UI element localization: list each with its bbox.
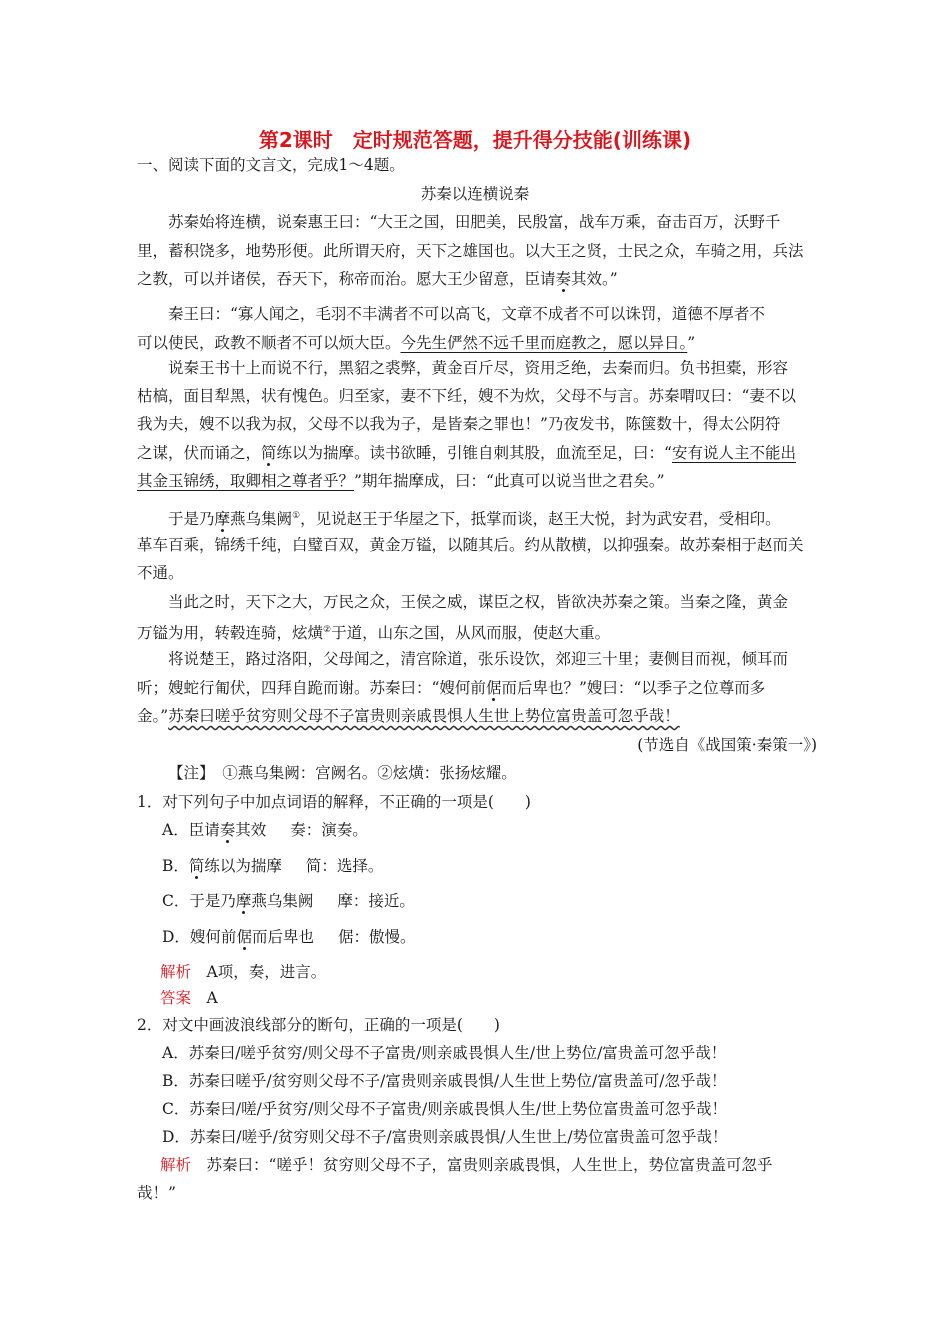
question-2-analysis: 解析 苏秦曰：“嗟乎！贫穷则父母不子，富贵则亲戚畏惧，人生世上，势位富贵盖可忽乎 [160,1156,773,1174]
question-1-stem: 1．对下列句子中加点词语的解释，不正确的一项是( ) [137,793,531,811]
dotted-word: 倨 [485,679,502,697]
footnote: 【注】 ①燕乌集阙：宫阙名。②炫熿：张扬炫耀。 [168,764,517,782]
question-1-option-c: C．于是乃摩燕乌集阙 摩：接近。 [162,892,415,910]
dotted-word: 摩 [214,510,231,529]
passage-line: 将说楚王，路过洛阳，父母闻之，清宫除道，张乐设饮，郊迎三十里；妻侧目而视，倾耳而 [168,650,789,668]
passage-line: 金。”苏秦曰嗟乎贫穷则父母不子富贵则亲戚畏惧人生世上势位富贵盖可忽乎哉！ [137,707,680,725]
question-2-option-c: C．苏秦曰/嗟/乎贫穷/则父母不子富贵/则亲戚畏惧人生/世上势位富贵盖可忽乎哉！ [162,1100,727,1118]
passage-line: 听；嫂蛇行匍伏，四拜自跪而谢。苏秦曰：“嫂何前倨而后卑也？”嫂曰：“以季子之位尊而多 [137,679,766,697]
passage-line: 革车百乘，锦绣千纯，白璧百双，黄金万镒，以随其后。约从散横，以抑强秦。故苏秦相于赵而关 [137,536,804,554]
question-2-stem: 2．对文中画波浪线部分的断句，正确的一项是( ) [137,1016,500,1034]
question-1-option-b: B．简练以为揣摩 简：选择。 [162,857,384,875]
question-1-option-d: D．嫂何前倨而后卑也 倨：傲慢。 [162,928,416,946]
analysis-label: 解析 [160,1156,192,1174]
passage-line: 之谋，伏而诵之，简练以为揣摩。读书欲睡，引锥自刺其股，血流至足，曰：“安有说人主不能出 [137,444,796,462]
passage-line: 其金玉锦绣，取卿相之尊者乎？”期年揣摩成，曰：“此真可以说当世之君矣。” [137,472,665,490]
question-2-option-b: B．苏秦曰嗟乎/贫穷则父母不子/富贵则亲戚畏惧/人生世上势位/富贵盖可/忽乎哉！ [162,1072,727,1090]
section-instruction: 一、阅读下面的文言文，完成1～4题。 [137,156,405,174]
passage-line: 不通。 [137,564,184,582]
passage-line: 我为夫，嫂不以我为叔，父母不以我为子，是皆秦之罪也！”乃夜发书，陈箧数十，得太公阴符 [137,415,781,433]
wavy-underlined-sentence: 苏秦曰嗟乎贫穷则父母不子富贵则亲戚畏惧人生世上势位富贵盖可忽乎哉！ [168,707,680,725]
footnote-marker: ② [323,625,332,635]
passage-line: 当此之时，天下之大，万民之众，王侯之威，谋臣之权，皆欲决苏秦之策。当秦之隆，黄金 [168,593,789,611]
question-1-analysis: 解析 A项，奏，进言。 [160,963,327,981]
passage-line: 之教，可以并诸侯，吞天下，称帝而治。愿大王少留意，臣请奏其效。” [137,270,618,288]
underlined-sentence: 今先生俨然不远千里而庭教之，愿以异日。 [400,334,688,352]
source-citation: (节选自《战国策·秦策一》) [637,736,817,754]
underlined-sentence: 其金玉锦绣，取卿相之尊者乎？ [137,472,355,490]
lesson-title: 第2课时 定时规范答题，提升得分技能(训练课) [258,128,692,152]
footnote-marker: ① [292,511,301,521]
passage-line: 枯槁，面目犁黑，状有愧色。归至家，妻不下纴，嫂不为炊，父母不与言。苏秦喟叹曰：“妻不以 [137,387,796,405]
passage-line: 里，蓄积饶多，地势形便。此所谓天府，天下之雄国也。以大王之贤，士民之众，车骑之用，兵法 [137,242,804,260]
passage-line: 于是乃摩燕乌集阙①，见说赵王于华屋之下，抵掌而谈，赵王大悦，封为武安君，受相印。 [168,510,781,529]
dotted-word: 简 [261,444,277,462]
question-1-answer: 答案 A [160,989,218,1007]
question-2-analysis-cont: 哉！” [137,1184,176,1202]
passage-line: 说秦王书十上而说不行，黑貂之裘弊，黄金百斤尽，资用乏绝，去秦而归。负书担橐，形容 [168,359,789,377]
dotted-word: 奏 [219,821,236,839]
dotted-word: 奏 [555,270,572,288]
passage-line: 可以使民，政教不顺者不可以烦大臣。今先生俨然不远千里而庭教之，愿以异日。” [137,334,696,352]
dotted-word: 简 [188,857,205,875]
analysis-label: 解析 [160,963,192,981]
dotted-word: 摩 [235,892,252,910]
passage-line: 苏秦始将连横，说秦惠王曰：“大王之国，田肥美，民殷富，战车万乘，奋击百万，沃野千 [168,213,781,231]
question-2-option-a: A．苏秦曰/嗟乎贫穷/则父母不子富贵/则亲戚畏惧人生/世上势位/富贵盖可忽乎哉！ [162,1044,727,1062]
passage-line: 万镒为用，转毂连骑，炫熿②于道，山东之国，从风而服，使赵大重。 [137,624,611,643]
question-1-option-a: A．臣请奏其效 奏：演奏。 [162,821,368,839]
underlined-sentence: 安有说人主不能出 [671,444,796,462]
dotted-word: 倨 [236,928,252,946]
passage-title: 苏秦以连横说秦 [420,185,530,203]
answer-label: 答案 [160,989,192,1007]
passage-line: 秦王曰：“寡人闻之，毛羽不丰满者不可以高飞，文章不成者不可以诛罚，道德不厚者不 [168,305,765,323]
question-2-option-d: D．苏秦曰/嗟乎/贫穷则父母不子/富贵则亲戚畏惧/人生世上/势位富贵盖可忽乎哉！ [162,1128,728,1146]
